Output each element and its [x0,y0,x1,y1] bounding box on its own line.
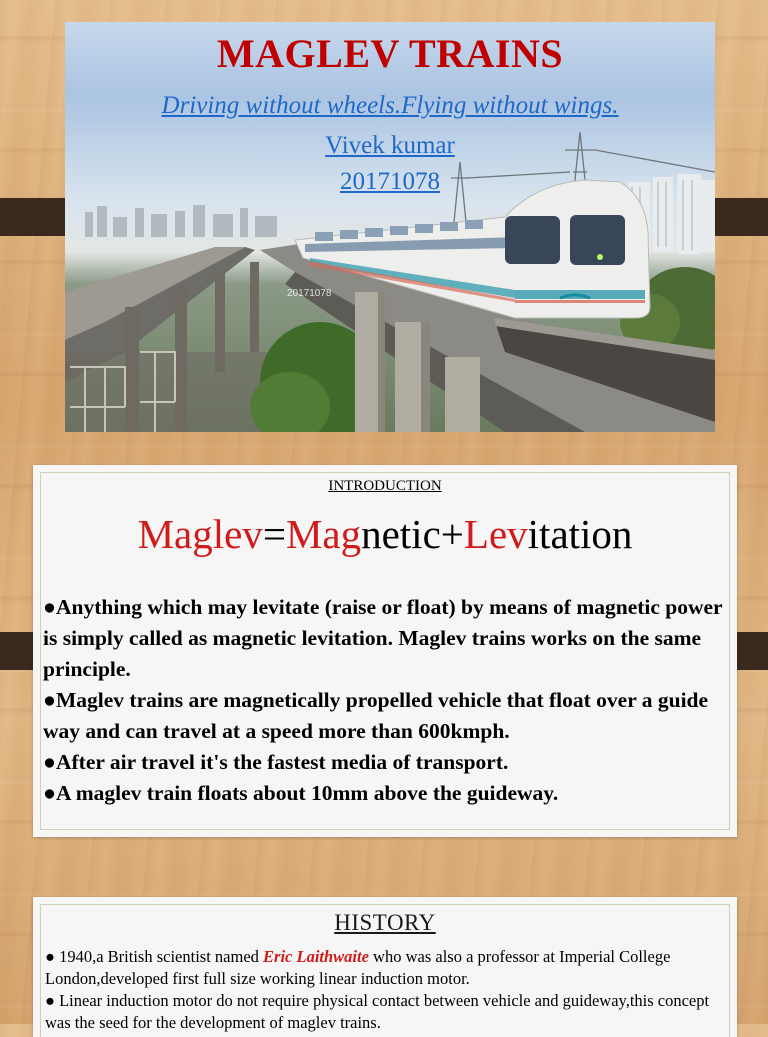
equation-equals: = [262,511,286,557]
equation-lev: Lev [463,511,528,557]
slide-title: MAGLEV TRAINS [216,31,564,76]
photo-overlay-number: 20171078 [287,288,332,299]
roll-number: 20171078 [340,168,440,195]
equation-mag: Mag [285,511,362,557]
background-tab-right-mid [737,632,768,670]
bullet-item: ●After air travel it's the fastest media of transport. [43,750,509,774]
title-slide[interactable] [65,22,715,432]
history-item-1-lead: ● 1940,a British scientist named [45,947,264,966]
scientist-name: Eric Laithwaite [263,947,369,966]
maglev-train-photo [65,22,715,432]
equation-itation: itation [527,511,633,557]
bullet-item: ●Maglev trains are magnetically propelled vehicle that float over a guide way and can travel at a speed more than 600kmph. [43,688,709,743]
history-item: ● Linear induction motor do not require physical contact between vehicle and guideway,this concept was the seed for the development of maglev trains. [45,991,710,1032]
history-slide[interactable] [33,897,737,1037]
author-name: Vivek kumar [325,132,455,159]
history-heading: HISTORY [334,910,436,935]
history-text [45,946,735,1034]
bullet-item: ●Anything which may levitate (raise or float) by means of magnetic power is simply called as magnetic levitation. Maglev trains works on the same principle. [43,595,723,681]
background-tab-left-top [0,198,65,236]
maglev-equation [33,510,737,558]
bullet-item: ●A maglev train floats about 10mm above the guideway. [43,781,559,805]
introduction-heading: INTRODUCTION [328,478,442,494]
history-item [45,946,735,990]
equation-maglev: Maglev [137,511,263,557]
background-tab-left-mid [0,632,33,670]
introduction-bullet-list [43,592,733,809]
history-item-1-rest: who was also a professor at Imperial College London,developed first full size working linear induction motor. [45,947,671,988]
introduction-slide[interactable] [33,465,737,837]
slide-tagline: Driving without wheels.Flying without wings. [161,92,619,119]
background-tab-right-top [715,198,768,236]
equation-netic: netic+ [361,511,464,557]
